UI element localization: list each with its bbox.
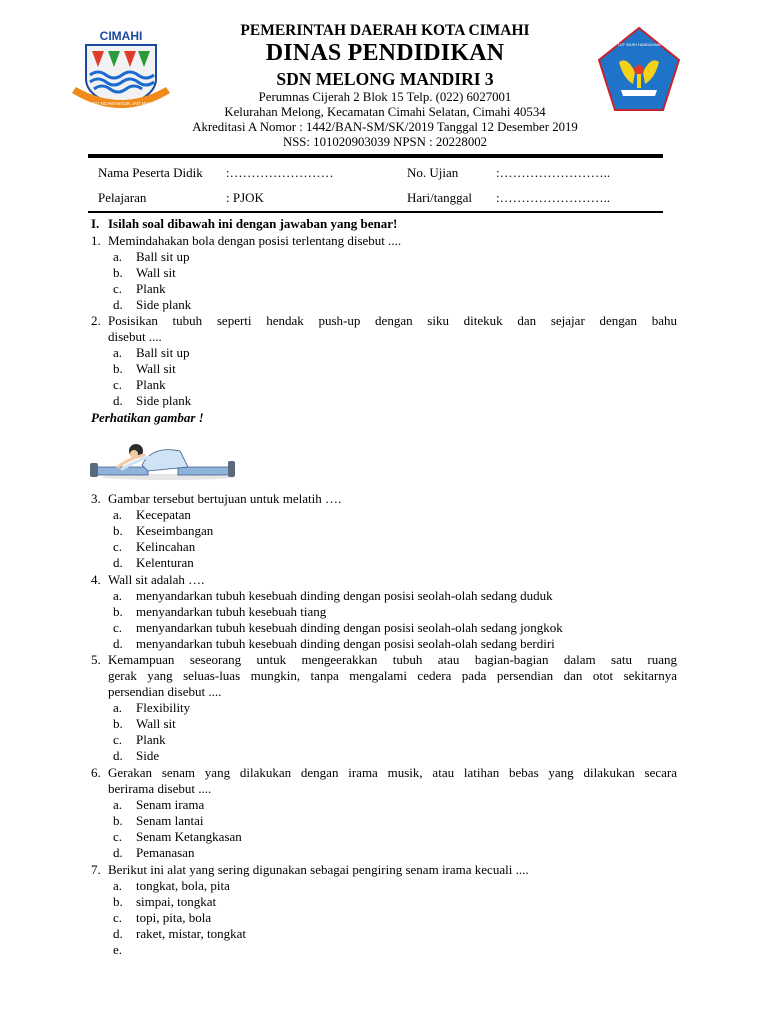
answer-option: Flexibility [136, 700, 191, 715]
answer-option: Plank [136, 732, 166, 747]
svg-text:CIMAHI: CIMAHI [99, 29, 143, 43]
option-letter: d. [113, 393, 123, 408]
answer-option: Plank [136, 377, 166, 392]
option-letter: d. [113, 926, 123, 941]
answer-option: Kelincahan [136, 539, 196, 554]
answer-option: Wall sit [136, 265, 176, 280]
answer-option: Keseimbangan [136, 523, 214, 538]
date-field[interactable]: :…………………….. [496, 190, 611, 205]
school-district: Kelurahan Melong, Kecamatan Cimahi Selatan, Cimahi 40534 [224, 105, 546, 119]
option-letter: b. [113, 604, 123, 619]
answer-option: Wall sit [136, 361, 176, 376]
option-letter: e. [113, 942, 123, 957]
question-text: Berikut ini alat yang sering digunakan sebagai pengiring senam irama kecuali .... [108, 862, 529, 877]
school-name: SDN MELONG MANDIRI 3 [276, 69, 494, 89]
option-letter: b. [113, 894, 123, 909]
tut-wuri-handayani-logo [597, 26, 681, 112]
header-divider [88, 154, 663, 158]
date-label: Hari/tanggal [407, 190, 472, 205]
answer-option: Wall sit [136, 716, 176, 731]
answer-option: Senam lantai [136, 813, 204, 828]
option-letter: d. [113, 845, 123, 860]
exam-number-field[interactable]: :…………………….. [496, 165, 611, 180]
option-letter: d. [113, 636, 123, 651]
question-number: 1. [91, 233, 101, 248]
question-text: Gambar tersebut bertujuan untuk melatih …. [108, 491, 342, 506]
answer-option: topi, pita, bola [136, 910, 212, 925]
option-letter: d. [113, 555, 123, 570]
name-field[interactable]: :…………………… [226, 165, 334, 180]
option-letter: a. [113, 249, 123, 264]
option-letter: c. [113, 829, 123, 844]
question-number: 6. [91, 765, 101, 780]
option-letter: c. [113, 620, 123, 635]
question-number: 3. [91, 491, 101, 506]
answer-option: menyandarkan tubuh kesebuah dinding dengan posisi seolah-olah sedang jongkok [136, 620, 563, 635]
question-text: Gerakan senam yang dilakukan dengan irama musik, atau latihan bebas yang dilakukan secara [108, 765, 677, 780]
answer-option: Side plank [136, 393, 192, 408]
answer-option: Side plank [136, 297, 192, 312]
answer-option: menyandarkan tubuh kesebuah tiang [136, 604, 327, 619]
agency-name: DINAS PENDIDIKAN [265, 40, 505, 66]
option-letter: c. [113, 281, 123, 296]
option-letter: d. [113, 297, 123, 312]
question-number: 2. [91, 313, 101, 328]
answer-option: Kelenturan [136, 555, 194, 570]
option-letter: d. [113, 748, 123, 763]
question-text-cont: berirama disebut .... [108, 781, 212, 796]
subject-value: : PJOK [226, 190, 264, 205]
option-letter: b. [113, 716, 123, 731]
option-letter: a. [113, 345, 123, 360]
question-number: 7. [91, 862, 101, 877]
option-letter: c. [113, 539, 123, 554]
question-text: Kemampuan seseorang untuk mengeerakkan tubuh atau bagian-bagian dalam satu ruang [108, 652, 677, 667]
answer-option: Ball sit up [136, 249, 190, 264]
info-divider [88, 211, 663, 213]
section-title: Isilah soal dibawah ini dengan jawaban yang benar! [108, 216, 398, 231]
question-text: Memindahakan bola dengan posisi terlentang disebut .... [108, 233, 402, 248]
answer-option: menyandarkan tubuh kesebuah dinding dengan posisi seolah-olah sedang berdiri [136, 636, 555, 651]
section-number: I. [91, 216, 100, 231]
stretching-figure-illustration [88, 437, 238, 481]
svg-text:TUT WURI HANDAYANI: TUT WURI HANDAYANI [617, 42, 661, 47]
school-address: Perumnas Cijerah 2 Blok 15 Telp. (022) 6027001 [258, 90, 512, 104]
question-text-cont: disebut .... [108, 329, 162, 344]
answer-option: Side [136, 748, 160, 763]
answer-option: Ball sit up [136, 345, 190, 360]
question-number: 4. [91, 572, 101, 587]
option-letter: b. [113, 361, 123, 376]
question-text: Wall sit adalah …. [108, 572, 205, 587]
option-letter: c. [113, 910, 123, 925]
option-letter: a. [113, 797, 123, 812]
cimahi-logo [68, 27, 174, 113]
question-text-cont: persendian disebut .... [108, 684, 222, 699]
option-letter: b. [113, 265, 123, 280]
option-letter: b. [113, 523, 123, 538]
option-letter: c. [113, 732, 123, 747]
name-label: Nama Peserta Didik [98, 165, 203, 180]
accreditation: Akreditasi A Nomor : 1442/BAN-SM/SK/2019 Tanggal 12 Desember 2019 [192, 120, 578, 134]
question-text-cont: gerak yang seluas-luas mungkin, tanpa mengalami cedera pada persendian dan otot sekitarnya [108, 668, 677, 683]
exam-number-label: No. Ujian [407, 165, 459, 180]
option-letter: a. [113, 588, 123, 603]
answer-option: simpai, tongkat [136, 894, 217, 909]
school-ids: NSS: 101020903039 NPSN : 20228002 [282, 135, 488, 149]
answer-option: Kecepatan [136, 507, 191, 522]
option-letter: a. [113, 507, 123, 522]
option-letter: a. [113, 700, 123, 715]
question-number: 5. [91, 652, 101, 667]
answer-option: Senam irama [136, 797, 205, 812]
svg-text:SALUYU NGAWANGUN JATI MANDIRI: SALUYU NGAWANGUN JATI MANDIRI [81, 101, 161, 106]
answer-option: Pemanasan [136, 845, 195, 860]
government-name: PEMERINTAH DAERAH KOTA CIMAHI [240, 22, 530, 39]
answer-option: raket, mistar, tongkat [136, 926, 246, 941]
option-letter: c. [113, 377, 123, 392]
answer-option: Senam Ketangkasan [136, 829, 242, 844]
figure-note: Perhatikan gambar ! [91, 410, 204, 425]
answer-option: menyandarkan tubuh kesebuah dinding dengan posisi seolah-olah sedang duduk [136, 588, 553, 603]
subject-label: Pelajaran [98, 190, 147, 205]
option-letter: a. [113, 878, 123, 893]
question-text: Posisikan tubuh seperti hendak push-up dengan siku ditekuk dan sejajar dengan bahu [108, 313, 677, 328]
answer-option: tongkat, bola, pita [136, 878, 230, 893]
option-letter: b. [113, 813, 123, 828]
answer-option: Plank [136, 281, 166, 296]
